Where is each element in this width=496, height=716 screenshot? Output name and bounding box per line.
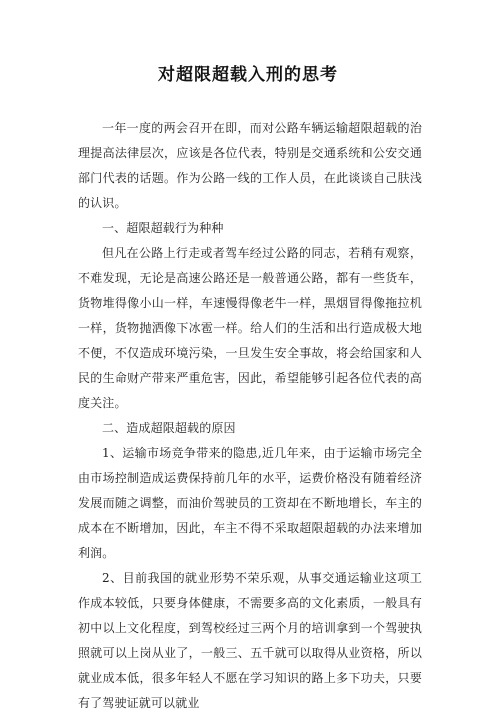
paragraph-reason-2: 2、目前我国的就业形势不荣乐观，从事交通运输业这项工作成本较低，只要身体健康，不需要多高的文化素质，一般具有初中以上文化程度，到驾校经过三两个月的培训拿到一个驾驶执照就可以上岗从业了，一般三、五千就可以取得从业资格，所以就业成本低，很多年轻人不愿在学习知识的路上多下功夫，只要有了驾驶证就可以就业 [78, 571, 422, 710]
section-heading-2: 二、造成超限超载的原因 [102, 421, 236, 435]
document-body [78, 116, 422, 716]
paragraph-section-1: 但凡在公路上行走或者驾车经过公路的同志，若稍有观察，不难发现，无论是高速公路还是一般普通公路，都有一些货车，货物堆得像小山一样，车速慢得像老牛一样，黑烟冒得像拖拉机一样，货物抛洒像下冰雹一样。给人们的生活和出行造成极大地不便，不仅造成环境污染，一旦发生安全事故，将会给国家和人民的生命财产带来严重危害，因此，希望能够引起各位代表的高度关注。 [78, 246, 422, 410]
document-title: 对超限超载入刑的思考 [158, 65, 338, 85]
paragraph-reason-1: 1、运输市场竞争带来的隐患,近几年来，由于运输市场完全由市场控制造成运费保持前几年的水平，运费价格没有随着经济发展而随之调整，而油价驾驶员的工资却在不断地增长，车主的成本在不断增加，因此，车主不得不采取超限超载的办法来增加利润。 [78, 446, 422, 560]
paragraph-intro: 一年一度的两会召开在即，而对公路车辆运输超限超载的治理提高法律层次，应该是各位代表，特别是交通系统和公安交通部门代表的话题。作为公路一线的工作人员，在此谈谈自己肤浅的认识。 [78, 121, 422, 210]
section-heading-1: 一、超限超载行为种种 [102, 221, 224, 235]
